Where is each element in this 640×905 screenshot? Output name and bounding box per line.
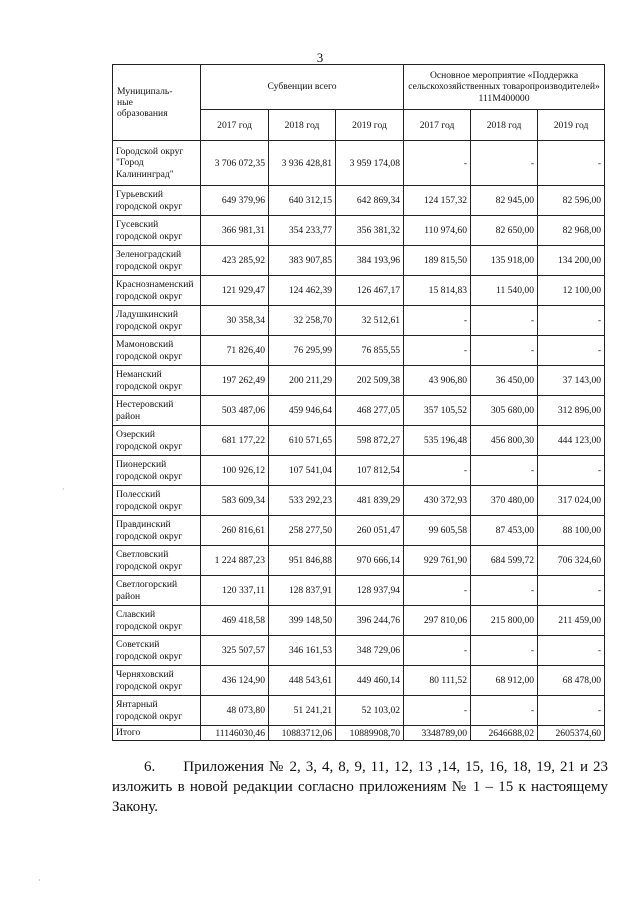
municipality-name: Мамоновский городской округ — [113, 336, 201, 366]
amount-cell: 10883712,06 — [269, 726, 336, 741]
header-agri-support-activity: Основное мероприятие «Поддержка сельскохозяйственных товаропроизводителей» 111М400000 — [404, 65, 605, 110]
header-year: 2018 год — [269, 110, 336, 141]
amount-cell: 325 507,57 — [201, 636, 269, 666]
amount-cell: 649 379,96 — [201, 186, 269, 216]
amount-cell: 87 453,00 — [471, 516, 538, 546]
amount-cell: 481 839,29 — [336, 486, 404, 516]
table-row — [113, 246, 605, 276]
amount-cell: 706 324,60 — [538, 546, 605, 576]
table-row — [113, 546, 605, 576]
amount-cell: 120 337,11 — [201, 576, 269, 606]
amount-cell: - — [538, 696, 605, 726]
amount-cell: 640 312,15 — [269, 186, 336, 216]
table-row — [113, 426, 605, 456]
amount-cell: 43 906,80 — [404, 366, 471, 396]
amount-cell: - — [471, 456, 538, 486]
municipality-name: Полесский городской округ — [113, 486, 201, 516]
municipality-name: Городской округ "Город Калининград" — [113, 141, 201, 186]
amount-cell: 134 200,00 — [538, 246, 605, 276]
total-label: Итого — [113, 726, 201, 741]
table-row — [113, 636, 605, 666]
amount-cell: 200 211,29 — [269, 366, 336, 396]
table-row — [113, 276, 605, 306]
table-row — [113, 486, 605, 516]
amount-cell: 36 450,00 — [471, 366, 538, 396]
amount-cell: - — [538, 456, 605, 486]
table-row — [113, 186, 605, 216]
amount-cell: 32 512,61 — [336, 306, 404, 336]
amount-cell: 305 680,00 — [471, 396, 538, 426]
amount-cell: 1 224 887,23 — [201, 546, 269, 576]
municipality-name: Светловский городской округ — [113, 546, 201, 576]
amount-cell: - — [471, 141, 538, 186]
amount-cell: 3348789,00 — [404, 726, 471, 741]
amount-cell: 448 543,61 — [269, 666, 336, 696]
amount-cell: 124 157,32 — [404, 186, 471, 216]
amount-cell: 215 800,00 — [471, 606, 538, 636]
amount-cell: 399 148,50 — [269, 606, 336, 636]
amount-cell: 100 926,12 — [201, 456, 269, 486]
amount-cell: 124 462,39 — [269, 276, 336, 306]
table-body — [113, 141, 605, 741]
amount-cell: 82 945,00 — [471, 186, 538, 216]
amount-cell: 197 262,49 — [201, 366, 269, 396]
amount-cell: - — [404, 141, 471, 186]
amount-cell: 68 478,00 — [538, 666, 605, 696]
amount-cell: - — [471, 696, 538, 726]
municipality-name: Гурьевский городской округ — [113, 186, 201, 216]
paragraph-text: Приложения № 2, 3, 4, 8, 9, 11, 12, 13 ,14, 15, 16, 18, 19, 21 и 23 изложить в новой редакции согласно приложениям № 1 – 15 к настоящему Закону. — [112, 759, 608, 815]
amount-cell: 383 907,85 — [269, 246, 336, 276]
amount-cell: - — [471, 576, 538, 606]
amount-cell: 76 295,99 — [269, 336, 336, 366]
amount-cell: 107 812,54 — [336, 456, 404, 486]
amount-cell: 444 123,00 — [538, 426, 605, 456]
municipality-name: Зеленоградский городской округ — [113, 246, 201, 276]
amount-cell: 82 968,00 — [538, 216, 605, 246]
page-number: 3 — [316, 50, 324, 65]
municipality-name: Пионерский городской округ — [113, 456, 201, 486]
municipality-name: Неманский городской округ — [113, 366, 201, 396]
amount-cell: 82 596,00 — [538, 186, 605, 216]
amount-cell: 12 100,00 — [538, 276, 605, 306]
amount-cell: 354 233,77 — [269, 216, 336, 246]
amount-cell: 348 729,06 — [336, 636, 404, 666]
subventions-table — [112, 64, 605, 741]
total-row — [113, 726, 605, 741]
amount-cell: 356 381,32 — [336, 216, 404, 246]
table-header — [113, 65, 605, 141]
amount-cell: - — [538, 306, 605, 336]
amount-cell: 260 816,61 — [201, 516, 269, 546]
amount-cell: 681 177,22 — [201, 426, 269, 456]
municipality-name: Славский городской округ — [113, 606, 201, 636]
amount-cell: - — [471, 636, 538, 666]
amount-cell: - — [404, 456, 471, 486]
amount-cell: 135 918,00 — [471, 246, 538, 276]
amount-cell: 535 196,48 — [404, 426, 471, 456]
table-row — [113, 576, 605, 606]
amount-cell: 88 100,00 — [538, 516, 605, 546]
amount-cell: - — [404, 306, 471, 336]
header-year: 2019 год — [538, 110, 605, 141]
amount-cell: 107 541,04 — [269, 456, 336, 486]
amount-cell: 436 124,90 — [201, 666, 269, 696]
table-row — [113, 696, 605, 726]
amount-cell: 312 896,00 — [538, 396, 605, 426]
amount-cell: 128 937,94 — [336, 576, 404, 606]
amount-cell: 929 761,90 — [404, 546, 471, 576]
amount-cell: - — [538, 336, 605, 366]
amount-cell: 970 666,14 — [336, 546, 404, 576]
amount-cell: 533 292,23 — [269, 486, 336, 516]
amount-cell: 610 571,65 — [269, 426, 336, 456]
municipality-name: Краснознаменский городской округ — [113, 276, 201, 306]
amount-cell: 30 358,34 — [201, 306, 269, 336]
amount-cell: - — [471, 306, 538, 336]
amount-cell: 469 418,58 — [201, 606, 269, 636]
municipality-name: Светлогорский район — [113, 576, 201, 606]
amount-cell: 346 161,53 — [269, 636, 336, 666]
municipality-name: Озерский городской округ — [113, 426, 201, 456]
paragraph-number: 6. — [144, 759, 156, 775]
table-row — [113, 216, 605, 246]
table-row — [113, 336, 605, 366]
amount-cell: 11 540,00 — [471, 276, 538, 306]
amount-cell: 32 258,70 — [269, 306, 336, 336]
amount-cell: 357 105,52 — [404, 396, 471, 426]
header-year: 2018 год — [471, 110, 538, 141]
amount-cell: 642 869,34 — [336, 186, 404, 216]
amount-cell: 3 936 428,81 — [269, 141, 336, 186]
amount-cell: 317 024,00 — [538, 486, 605, 516]
amount-cell: - — [404, 576, 471, 606]
amount-cell: 51 241,21 — [269, 696, 336, 726]
amount-cell: 430 372,93 — [404, 486, 471, 516]
amount-cell: 297 810,06 — [404, 606, 471, 636]
amount-cell: 583 609,34 — [201, 486, 269, 516]
amount-cell: - — [471, 336, 538, 366]
municipality-name: Ладушкинский городской округ — [113, 306, 201, 336]
amount-cell: 2646688,02 — [471, 726, 538, 741]
amount-cell: 202 509,38 — [336, 366, 404, 396]
amount-cell: 370 480,00 — [471, 486, 538, 516]
municipality-name: Правдинский городской округ — [113, 516, 201, 546]
amount-cell: 384 193,96 — [336, 246, 404, 276]
table-row — [113, 456, 605, 486]
amount-cell: - — [404, 696, 471, 726]
amount-cell: 260 051,47 — [336, 516, 404, 546]
table-row — [113, 396, 605, 426]
amount-cell: 128 837,91 — [269, 576, 336, 606]
amount-cell: 110 974,60 — [404, 216, 471, 246]
amount-cell: 396 244,76 — [336, 606, 404, 636]
municipality-name: Черняховский городской округ — [113, 666, 201, 696]
amount-cell: 126 467,17 — [336, 276, 404, 306]
amount-cell: 459 946,64 — [269, 396, 336, 426]
scan-artifact: · — [38, 876, 41, 885]
municipality-name: Янтарный городской округ — [113, 696, 201, 726]
amount-cell: 951 846,88 — [269, 546, 336, 576]
table-row — [113, 606, 605, 636]
amount-cell: 598 872,27 — [336, 426, 404, 456]
amount-cell: 189 815,50 — [404, 246, 471, 276]
amount-cell: 10889908,70 — [336, 726, 404, 741]
header-municipality: Муниципаль- ные образования — [113, 65, 201, 141]
amount-cell: 449 460,14 — [336, 666, 404, 696]
amount-cell: 423 285,92 — [201, 246, 269, 276]
header-year: 2019 год — [336, 110, 404, 141]
amount-cell: - — [404, 336, 471, 366]
amount-cell: 99 605,58 — [404, 516, 471, 546]
amount-cell: 82 650,00 — [471, 216, 538, 246]
municipality-name: Советский городской округ — [113, 636, 201, 666]
amount-cell: 684 599,72 — [471, 546, 538, 576]
amount-cell: 3 959 174,08 — [336, 141, 404, 186]
paragraph-6 — [112, 757, 608, 817]
scan-artifact: · — [62, 485, 65, 494]
amount-cell: 11146030,46 — [201, 726, 269, 741]
amount-cell: 503 487,06 — [201, 396, 269, 426]
amount-cell: - — [538, 141, 605, 186]
municipality-name: Гусевский городской округ — [113, 216, 201, 246]
table-row — [113, 366, 605, 396]
amount-cell: 15 814,83 — [404, 276, 471, 306]
amount-cell: - — [538, 576, 605, 606]
amount-cell: 48 073,80 — [201, 696, 269, 726]
table-row — [113, 666, 605, 696]
amount-cell: 366 981,31 — [201, 216, 269, 246]
amount-cell: 258 277,50 — [269, 516, 336, 546]
header-year: 2017 год — [201, 110, 269, 141]
amount-cell: 211 459,00 — [538, 606, 605, 636]
amount-cell: 2605374,60 — [538, 726, 605, 741]
amount-cell: 3 706 072,35 — [201, 141, 269, 186]
amount-cell: - — [404, 636, 471, 666]
amount-cell: 68 912,00 — [471, 666, 538, 696]
header-year: 2017 год — [404, 110, 471, 141]
amount-cell: - — [538, 636, 605, 666]
table-row — [113, 516, 605, 546]
municipality-name: Нестеровский район — [113, 396, 201, 426]
amount-cell: 37 143,00 — [538, 366, 605, 396]
amount-cell: 52 103,02 — [336, 696, 404, 726]
amount-cell: 121 929,47 — [201, 276, 269, 306]
amount-cell: 71 826,40 — [201, 336, 269, 366]
amount-cell: 468 277,05 — [336, 396, 404, 426]
amount-cell: 456 800,30 — [471, 426, 538, 456]
amount-cell: 80 111,52 — [404, 666, 471, 696]
table-row — [113, 141, 605, 186]
table-row — [113, 306, 605, 336]
header-subventions-total: Субвенции всего — [201, 65, 404, 110]
amount-cell: 76 855,55 — [336, 336, 404, 366]
